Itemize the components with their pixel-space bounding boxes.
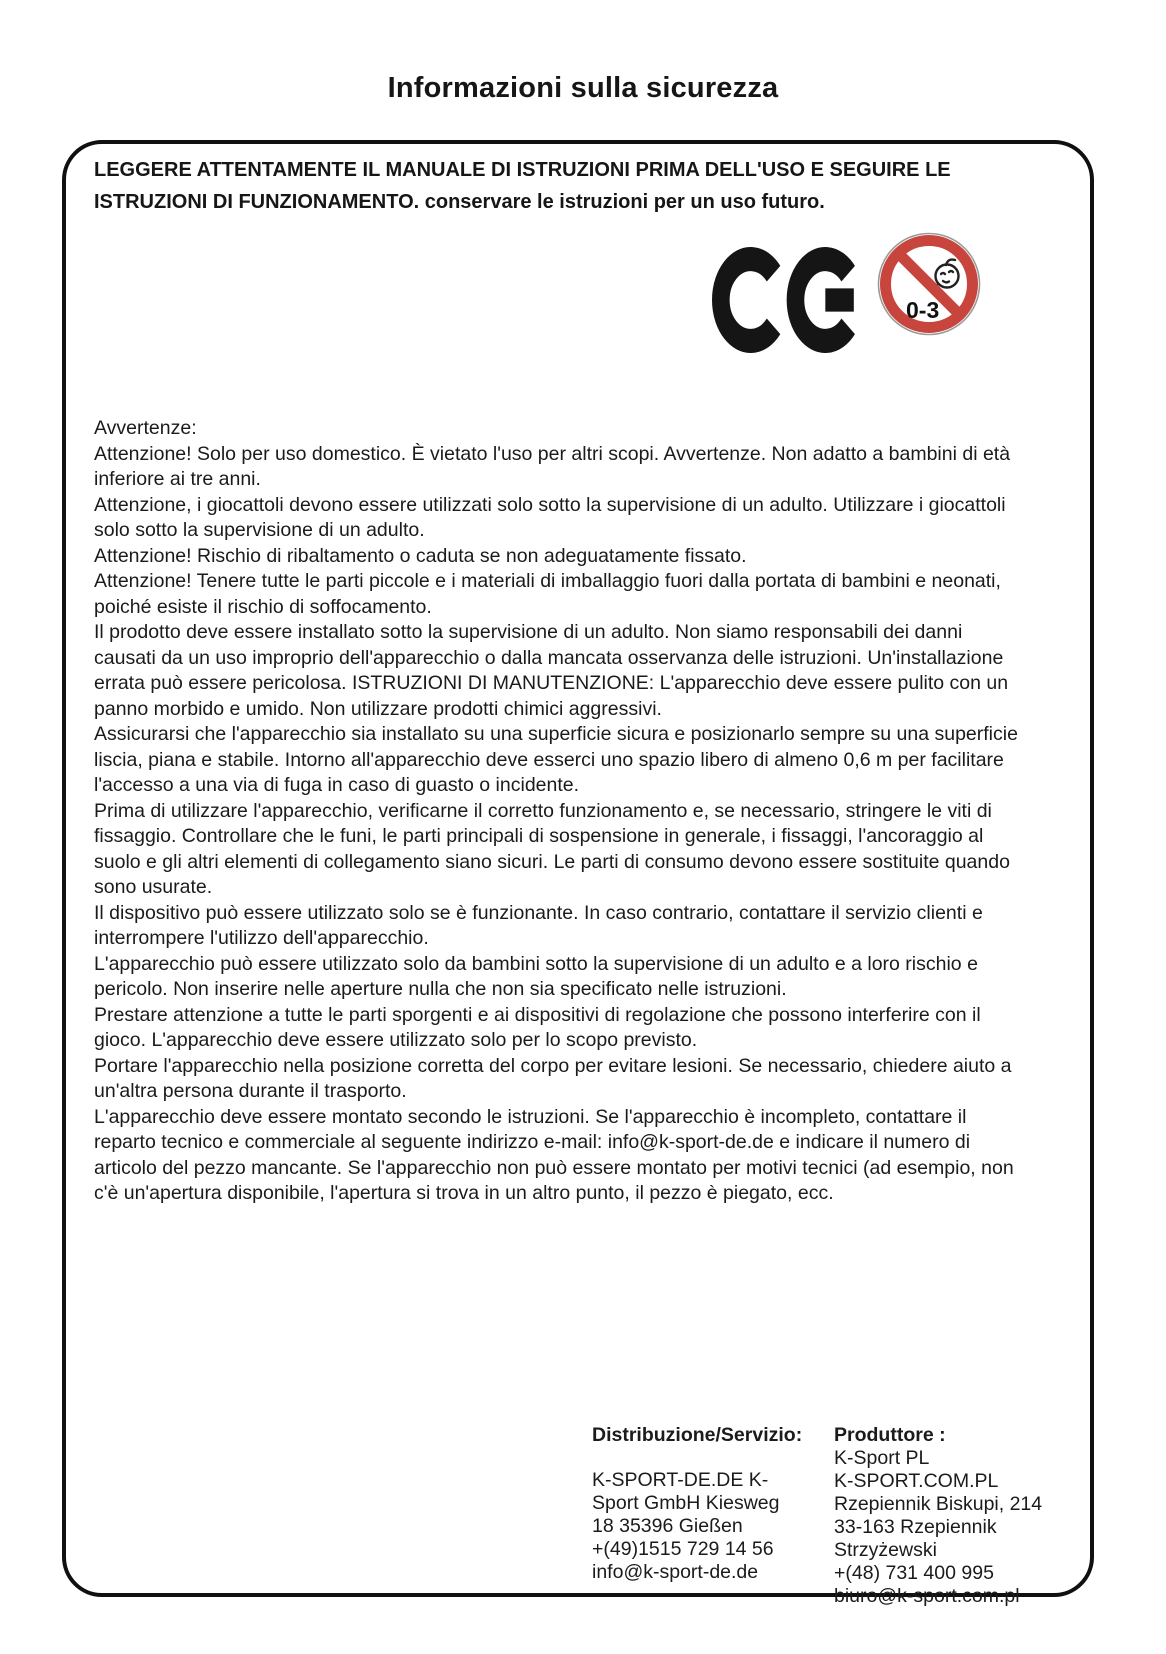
producer-column (834, 1424, 1042, 1608)
warning-paragraph: L'apparecchio può essere utilizzato solo da bambini sotto la supervisione di un adulto e a loro rischio e pericolo. Non inserire nelle aperture nulla che non sia specificato nelle istruzioni. (94, 952, 978, 1000)
contact-line: 18 35396 Gießen (592, 1515, 743, 1537)
warning-paragraph: Assicurarsi che l'apparecchio sia installato su una superficie sicura e posizionarlo sempre su una superficie liscia, piana e stabile. Intorno all'apparecchio deve esserci uno spazio libero di almeno 0,6 m per facilitare l'accesso a una via di fuga in caso di guasto o incidente. (94, 723, 1018, 796)
contact-line: Rzepiennik Biskupi, 214 (834, 1493, 1043, 1515)
contact-line: K-SPORT-DE.DE K- (592, 1469, 769, 1491)
page-title: Informazioni sulla sicurezza (387, 72, 779, 104)
contact-line: +(48) 731 400 995 (834, 1562, 994, 1584)
warning-paragraph: Attenzione! Rischio di ribaltamento o caduta se non adeguatamente fissato. (94, 544, 747, 567)
age-range-label: 0-3 (906, 297, 940, 323)
contact-line: 33-163 Rzepiennik (834, 1516, 997, 1538)
contact-line: Strzyżewski (834, 1539, 937, 1561)
distribution-label: Distribuzione/Servizio: (592, 1424, 803, 1446)
warning-paragraph: Prestare attenzione a tutte le parti sporgenti e ai dispositivi di regolazione che possono interferire con il gioco. L'apparecchio deve essere utilizzato solo per lo scopo previsto. (94, 1003, 981, 1051)
distribution-address (592, 1469, 802, 1584)
warning-paragraph: Prima di utilizzare l'apparecchio, verificarne il corretto funzionamento e, se necessario, stringere le viti di fissaggio. Controllare che le funi, le parti principali di sospensione in generale, i fissaggi, l'ancoraggio al suolo e gli altri elementi di collegamento siano sicuri. Le parti di consumo devono essere sostituite quando sono usurate. (94, 799, 1010, 898)
contact-line: K-SPORT.COM.PL (834, 1470, 999, 1492)
contact-line: +(49)1515 729 14 56 (592, 1538, 774, 1560)
warning-paragraph: Attenzione! Solo per uso domestico. È vietato l'uso per altri scopi. Avvertenze. Non adatto a bambini di età inferiore ai tre anni. (94, 442, 1011, 490)
producer-label: Produttore : (834, 1424, 946, 1446)
warning-paragraph: Portare l'apparecchio nella posizione corretta del corpo per evitare lesioni. Se necessario, chiedere aiuto a un'altra persona durante il trasporto. (94, 1054, 1012, 1102)
warning-paragraph: Il dispositivo può essere utilizzato solo se è funzionante. In caso contrario, contattare il servizio clienti e interrompere l'utilizzo dell'apparecchio. (94, 901, 983, 949)
ce-mark-icon (712, 247, 864, 353)
contact-line: K-Sport PL (834, 1447, 930, 1469)
warning-paragraph: Avvertenze: (94, 417, 197, 439)
warning-paragraph: Attenzione! Tenere tutte le parti piccole e i materiali di imballaggio fuori dalla portata di bambini e neonati, poiché esiste il rischio di soffocamento. (94, 570, 1001, 618)
warning-paragraph: L'apparecchio deve essere montato secondo le istruzioni. Se l'apparecchio è incompleto, contattare il reparto tecnico e commerciale al seguente indirizzo e-mail: info@k-sport-de.de e indicare il numero di articolo del pezzo mancante. Se l'apparecchio non può essere montato per motivi tecnici (ad esempio, non c'è un'apertura disponibile, l'apertura si trova in un altro punto, il pezzo è piegato, ecc. (94, 1105, 1014, 1204)
warnings-text (94, 416, 1018, 1207)
read-manual-notice: LEGGERE ATTENTAMENTE IL MANUALE DI ISTRUZIONI PRIMA DELL'USO E SEGUIRE LE ISTRUZIONI DI FUNZIONAMENTO. conservare le istruzioni per un uso futuro. (94, 159, 951, 213)
ce-letter-c (721, 259, 774, 341)
contact-line: Sport GmbH Kiesweg (592, 1492, 780, 1514)
producer-address (834, 1447, 1042, 1608)
safety-info-box (62, 140, 1094, 1607)
age-warning-0-3-icon (877, 232, 981, 336)
contact-line: biuro@k-sport.com.pl (834, 1585, 1020, 1607)
warning-paragraph: Attenzione, i giocattoli devono essere utilizzati solo sotto la supervisione di un adulto. Utilizzare i giocattoli solo sotto la supervisione di un adulto. (94, 493, 1006, 541)
contact-line: info@k-sport-de.de (592, 1561, 759, 1583)
distribution-column (592, 1424, 802, 1584)
warning-paragraph: Il prodotto deve essere installato sotto la supervisione di un adulto. Non siamo responsabili dei danni causati da un uso improprio dell'apparecchio o dalla mancata osservanza delle istruzioni. Un'installazione errata può essere pericolosa. ISTRUZIONI DI MANUTENZIONE: L'apparecchio deve essere pulito con un panno morbido e umido. Non utilizzare prodotti chimici aggressivi. (94, 621, 1009, 720)
